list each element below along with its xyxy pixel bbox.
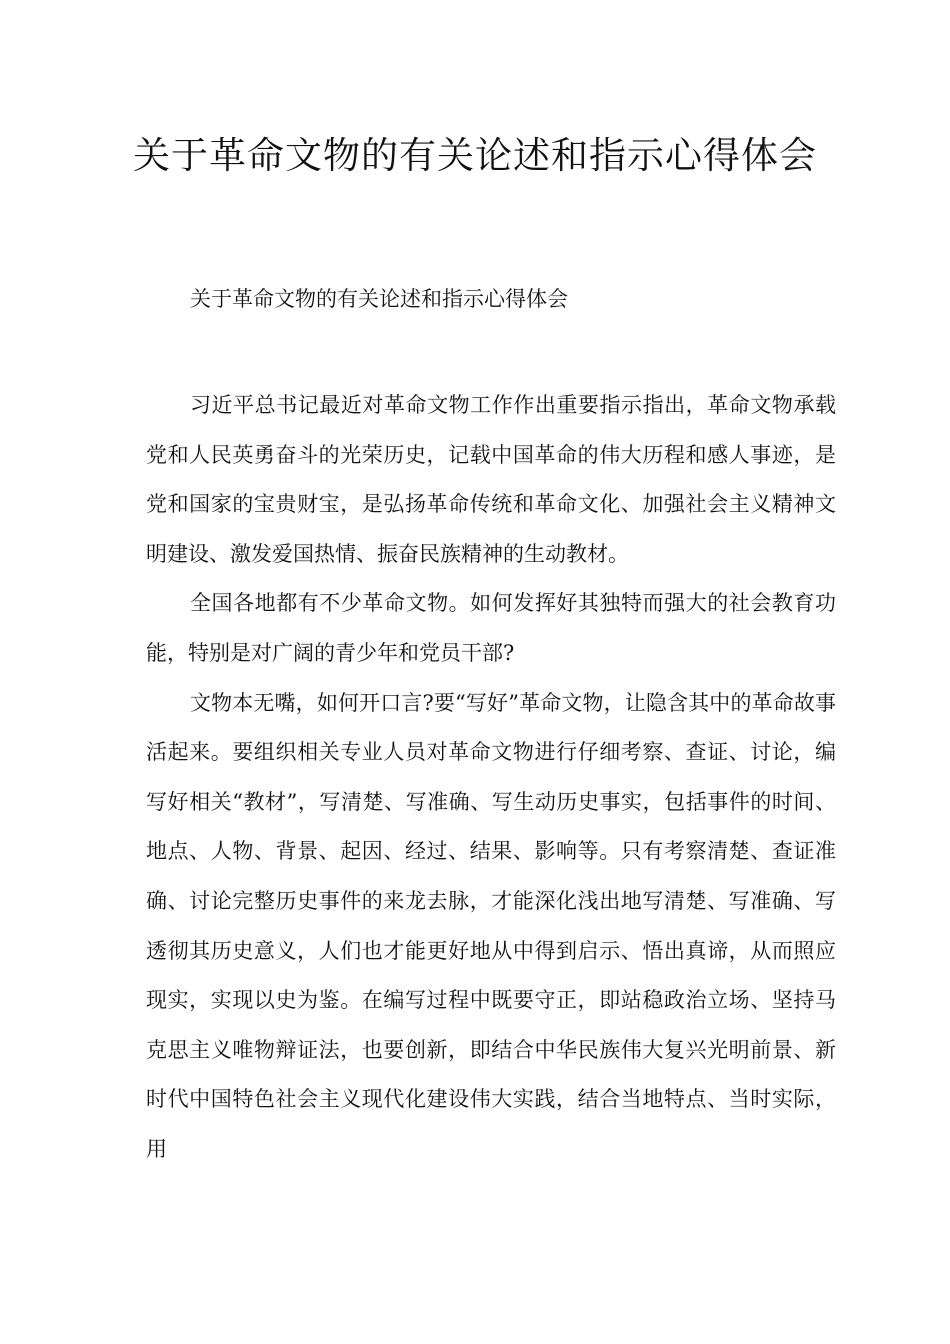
- document-subtitle: 关于革命文物的有关论述和指示心得体会: [190, 287, 568, 311]
- paragraph-1: 习近平总书记最近对革命文物工作作出重要指示指出，革命文物承载党和人民英勇奋斗的光荣历史，记载中国革命的伟大历程和感人事迹，是党和国家的宝贵财宝，是弘扬革命传统和革命文化、加强社会主义精神文明建设、激发爱国热情、振奋民族精神的生动教材。: [146, 393, 836, 566]
- paragraph-2: 全国各地都有不少革命文物。如何发挥好其独特而强大的社会教育功能，特别是对广阔的青少年和党员干部?: [146, 591, 836, 665]
- document-body: [146, 381, 836, 1175]
- document-title: 关于革命文物的有关论述和指示心得体会: [133, 134, 817, 177]
- paragraph-3: 文物本无嘴，如何开口言?要“写好”革命文物，让隐含其中的革命故事活起来。要组织相关专业人员对革命文物进行仔细考察、查证、讨论，编写好相关“教材”，写清楚、写准确、写生动历史事实，包括事件的时间、地点、人物、背景、起因、经过、结果、影响等。只有考察清楚、查证准确、讨论完整历史事件的来龙去脉，才能深化浅出地写清楚、写准确、写透彻其历史意义，人们也才能更好地从中得到启示、悟出真谛，从而照应现实，实现以史为鉴。在编写过程中既要守正，即站稳政治立场、坚持马克思主义唯物辩证法，也要创新，即结合中华民族伟大复兴光明前景、新时代中国特色社会主义现代化建设伟大实践，结合当地特点、当时实际，用: [146, 690, 836, 1161]
